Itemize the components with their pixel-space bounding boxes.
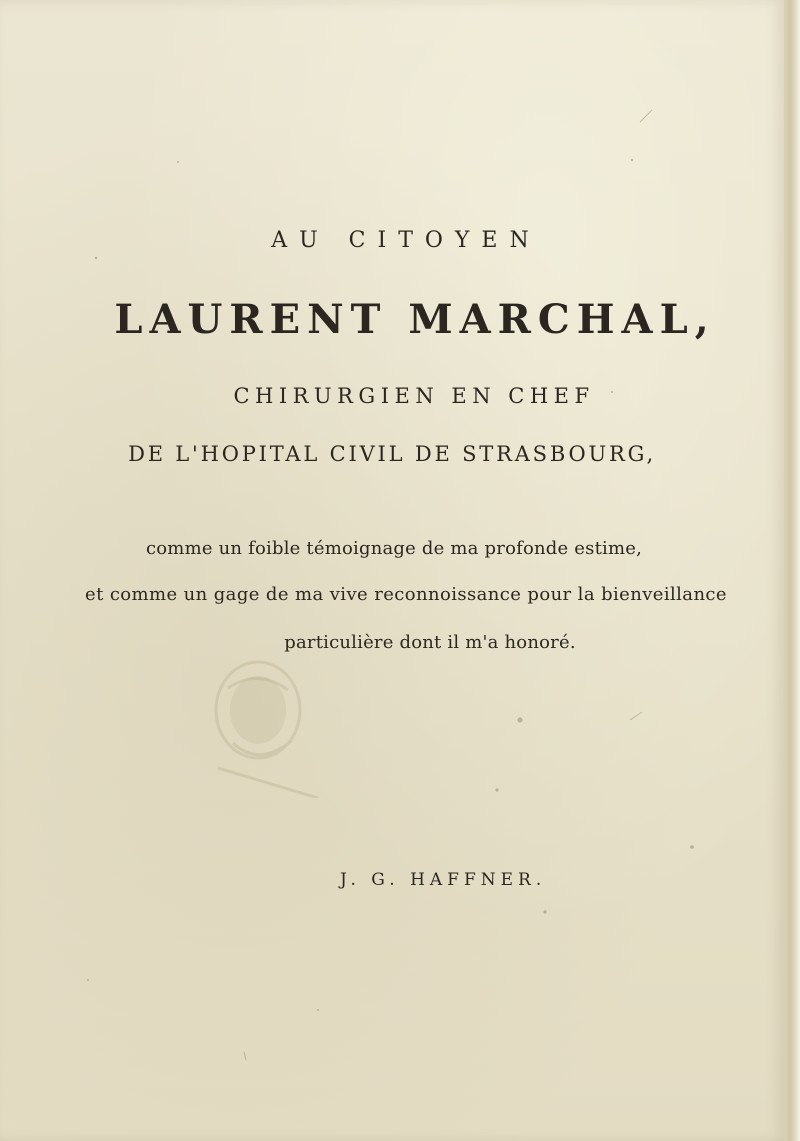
page-edge: [784, 0, 800, 1141]
faded-stamp: [188, 648, 338, 798]
dedication-text-line-2: et comme un gage de ma vive reconnoissance pour la bienveillance: [85, 584, 727, 605]
dedication-text-line-3: particulière dont il m'a honoré.: [284, 632, 576, 653]
author-signature: J. G. HAFFNER.: [340, 870, 547, 890]
dedication-title: CHIRURGIEN EN CHEF: [233, 384, 595, 408]
dedication-text-line-1: comme un foible témoignage de ma profonde estime,: [145, 538, 643, 559]
dedication-line-au-citoyen: AU CITOYEN: [271, 228, 541, 253]
dedication-institution: DE L'HOPITAL CIVIL DE STRASBOURG,: [128, 442, 656, 466]
dedication-name: LAURENT MARCHAL,: [114, 296, 716, 343]
